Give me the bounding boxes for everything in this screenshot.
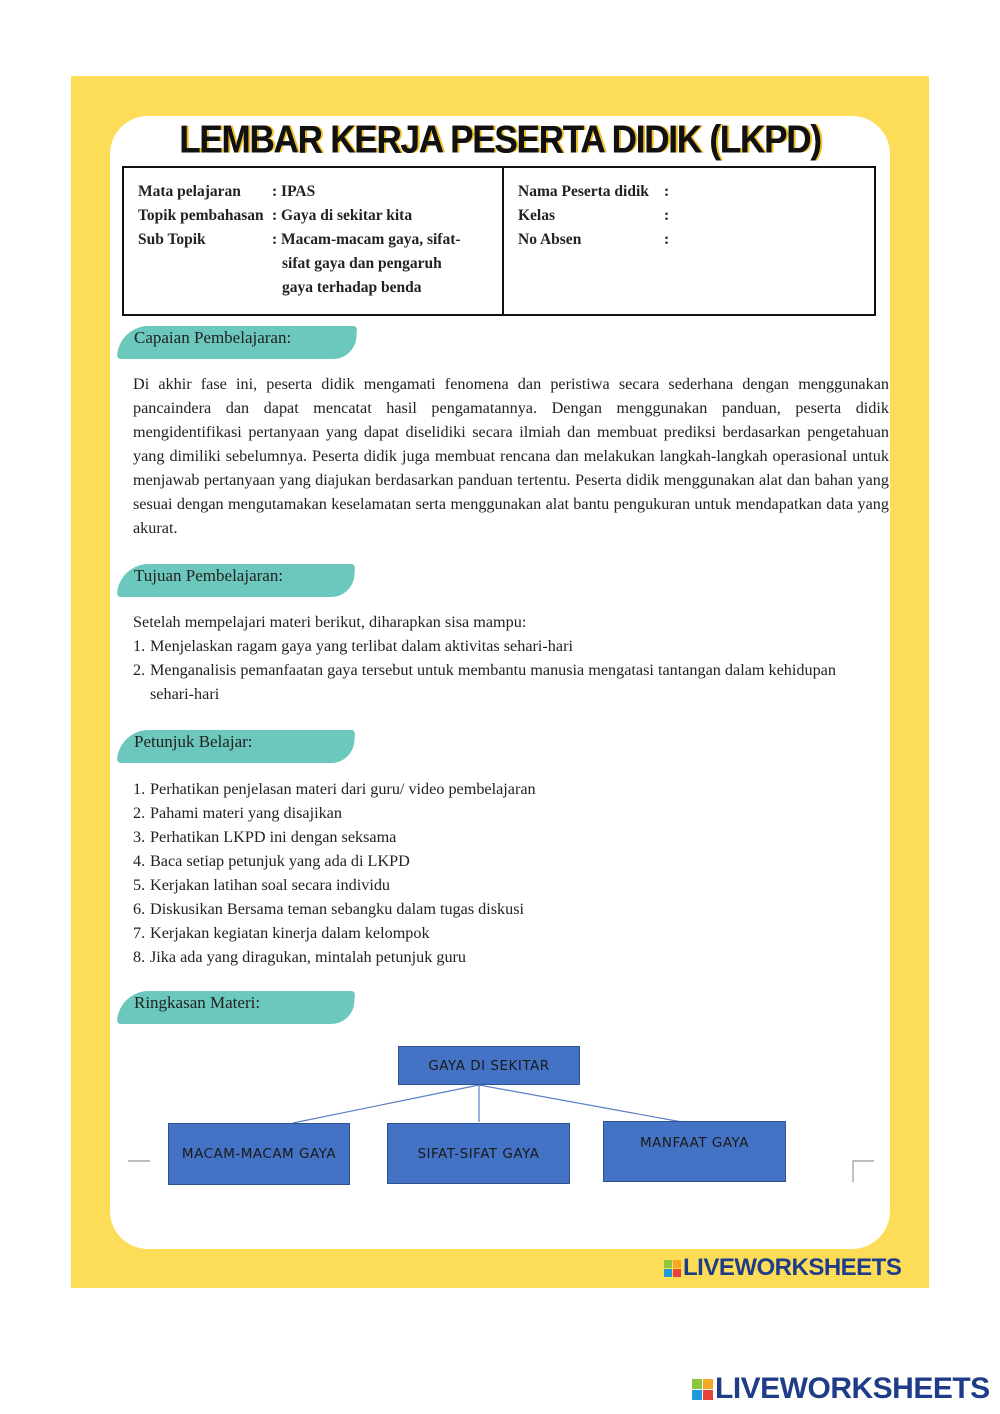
sub-topik-line: sifat gaya dan pengaruh [282, 255, 442, 272]
concept-diagram [110, 1040, 890, 1200]
list-item [133, 945, 883, 969]
info-label: Kelas [518, 207, 556, 224]
brand-text: LIVEWORKSHEETS [683, 1254, 902, 1281]
list-text: Perhatikan LKPD ini dengan seksama [150, 828, 397, 846]
petunjuk-list [133, 777, 883, 969]
list-item [133, 873, 883, 897]
info-row [518, 204, 876, 228]
info-value: : [664, 207, 670, 224]
crop-mark-left [128, 1160, 150, 1182]
list-text: Menjelaskan ragam gaya yang terlibat dalam aktivitas sehari-hari [150, 637, 573, 655]
info-label: Nama Peserta didik [518, 183, 649, 200]
info-value: : Macam-macam gaya, sifat- [272, 231, 461, 248]
list-item [133, 634, 883, 658]
diagram-child-box: MACAM-MACAM GAYA [168, 1123, 350, 1185]
list-item [133, 658, 883, 706]
info-row [138, 180, 498, 204]
list-text: Kerjakan kegiatan kinerja dalam kelompok [150, 924, 430, 942]
info-value: : [664, 183, 670, 200]
list-number: 1. [133, 637, 146, 655]
tujuan-list [133, 610, 883, 706]
list-text: Kerjakan latihan soal secara individu [150, 876, 391, 894]
info-value: : Gaya di sekitar kita [272, 207, 413, 224]
diagram-child-box: SIFAT-SIFAT GAYA [387, 1123, 570, 1184]
info-row [138, 204, 498, 228]
section-heading-tujuan: Tujuan Pembelajaran: [134, 566, 284, 585]
info-label: Topik pembahasan [138, 207, 264, 224]
section-heading-capaian: Capaian Pembelajaran: [134, 328, 292, 347]
diagram-root-box: GAYA DI SEKITAR [398, 1046, 580, 1085]
list-text: Menganalisis pemanfaatan gaya tersebut untuk membantu manusia mengatasi tantangan dalam kehidupan sehari-hari [150, 661, 836, 703]
brand-text: LIVEWORKSHEETS [715, 1372, 990, 1405]
list-number: 5. [133, 876, 146, 894]
info-label: No Absen [518, 231, 582, 248]
liveworksheets-logo-icon [664, 1260, 681, 1277]
list-number: 8. [133, 948, 146, 966]
section-heading-ringkasan: Ringkasan Materi: [134, 993, 261, 1012]
list-number: 3. [133, 828, 146, 846]
crop-mark-right [852, 1160, 874, 1182]
info-row [518, 228, 876, 252]
section-heading-petunjuk: Petunjuk Belajar: [134, 732, 253, 751]
list-number: 2. [133, 804, 146, 822]
info-row [518, 180, 876, 204]
info-row [138, 276, 498, 300]
diagram-child-box: MANFAAT GAYA [603, 1121, 786, 1182]
list-text: Perhatikan penjelasan materi dari guru/ video pembelajaran [150, 780, 536, 798]
capaian-text: Di akhir fase ini, peserta didik mengamati fenomena dan peristiwa secara sederhana dengan menggunakan pancaindera dan dapat mencatat hasil pengamatannya. Dengan menggunakan panduan, peserta didik mengidentifikasi pertanyaan yang dapat diselidiki secara ilmiah dan membuat prediksi berdasarkan pengetahuan yang dimiliki sebelumnya. Peserta didik juga membuat rencana dan melakukan langkah-langkah operasional untuk menjawab pertanyaan yang diajukan berdasarkan panduan tertentu. Peserta didik menggunakan alat dan bahan yang sesuai dengan mengutamakan keselamatan serta menggunakan alat bantu pengukuran untuk mendapatkan data yang akurat. [133, 375, 889, 537]
list-text: Jika ada yang diragukan, mintalah petunjuk guru [150, 948, 467, 966]
brand-logo-frame [664, 1254, 901, 1282]
info-label: Mata pelajaran [138, 183, 241, 200]
list-text: Diskusikan Bersama teman sebangku dalam tugas diskusi [150, 900, 525, 918]
list-item [133, 897, 883, 921]
list-item [133, 921, 883, 945]
list-item [133, 801, 883, 825]
info-value: : [664, 231, 670, 248]
list-item [133, 777, 883, 801]
list-number: 7. [133, 924, 146, 942]
list-item [133, 849, 883, 873]
info-value: : IPAS [272, 183, 316, 200]
info-right [502, 168, 876, 314]
list-text: Pahami materi yang disajikan [150, 804, 342, 822]
brand-logo-footer [692, 1372, 990, 1406]
sub-topik-line: gaya terhadap benda [282, 279, 422, 296]
page-title: LEMBAR KERJA PESERTA DIDIK (LKPD) [179, 118, 821, 162]
list-number: 4. [133, 852, 146, 870]
list-text: Baca setiap petunjuk yang ada di LKPD [150, 852, 410, 870]
tujuan-intro: Setelah mempelajari materi berikut, diharapkan sisa mampu: [133, 613, 527, 631]
info-row [138, 228, 498, 252]
info-left [138, 180, 498, 300]
list-item [133, 825, 883, 849]
info-label: Sub Topik [138, 231, 206, 248]
info-table [122, 166, 876, 316]
list-number: 6. [133, 900, 146, 918]
list-number: 2. [133, 661, 146, 679]
liveworksheets-logo-icon [692, 1379, 713, 1400]
list-number: 1. [133, 780, 146, 798]
info-row [138, 252, 498, 276]
